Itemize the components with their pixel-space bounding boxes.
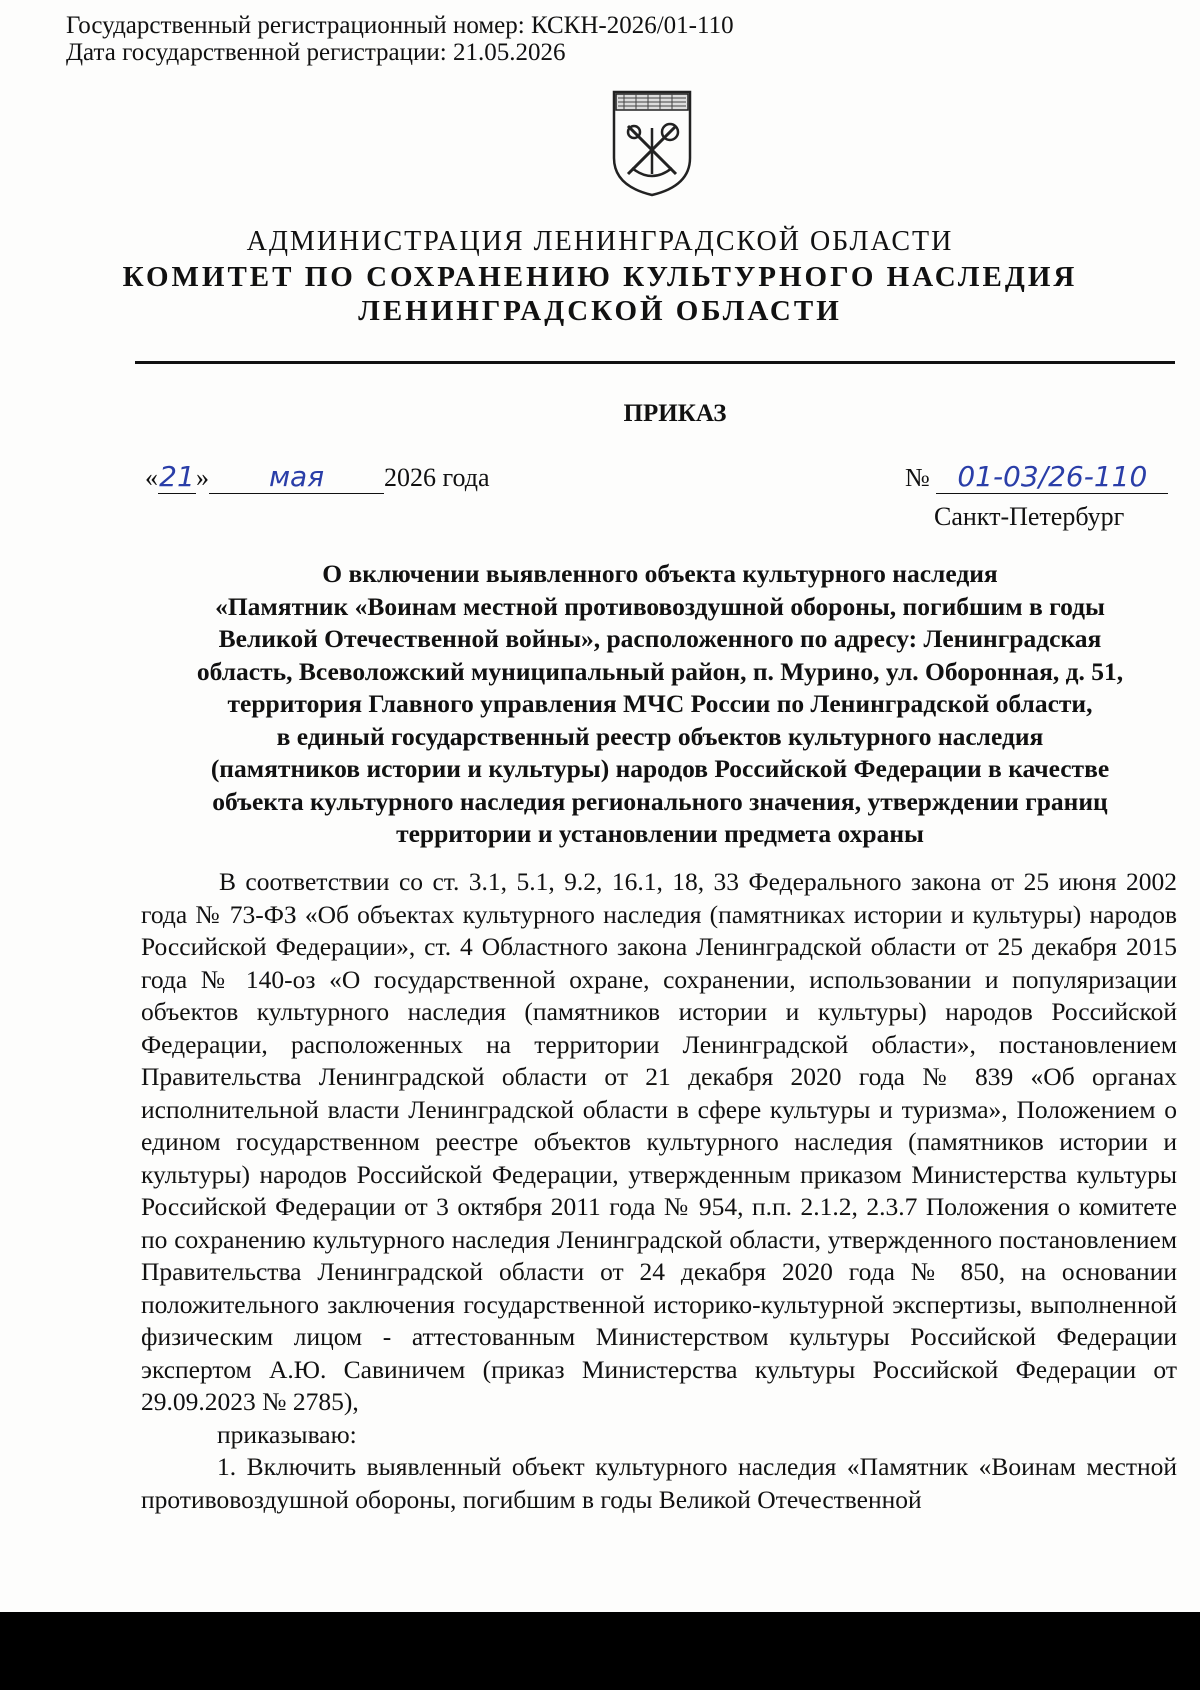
document-type: ПРИКАЗ <box>623 400 727 427</box>
order-date <box>145 460 490 494</box>
registration-date: Дата государственной регистрации: 21.05.2026 <box>66 39 566 66</box>
order-title <box>140 558 1180 851</box>
scan-bottom-edge <box>0 1612 1200 1690</box>
order-body <box>141 866 1177 1516</box>
number-sign: № <box>905 463 930 492</box>
city-name: Санкт-Петербург <box>934 502 1125 531</box>
title-line: объекта культурного наследия регионального значения, утверждении границ <box>212 786 1108 816</box>
preamble-paragraph: В соответствии со ст. 3.1, 5.1, 9.2, 16.1, 18, 33 Федерального закона от 25 июня 2002 года № 73-ФЗ «Об объектах культурного наследия (памятниках истории и культуры) народов Российской Федерации», ст. 4 Областного закона Ленинградской области от 25 декабря 2015 года № 140-оз «О государственной охране, сохранении, использовании и популяризации объектов культурного наследия (памятников истории и культуры) народов Российской Федерации, расположенных на территории Ленинградской области», постановлением Правительства Ленинградской области от 21 декабря 2020 года № 839 «Об органах исполнительной власти Ленинградской области в сфере культуры и туризма», Положением о едином государственном реестре объектов культурного наследия (памятников истории и культуры) народов Российской Федерации, утвержденным приказом Министерства культуры Российской Федерации от 3 октября 2011 года № 954, п.п. 2.1.2, 2.3.7 Положения о комитете по сохранению культурного наследия Ленинградской области, утвержденного постановлением Правительства Ленинградской области от 24 декабря 2020 года № 850, на основании положительного заключения государственной историко-культурной экспертизы, выполненной физическим лицом - аттестованным Министерством культуры Российской Федерации экспертом А.Ю. Савиничем (приказ Министерства культуры Российской Федерации от 29.09.2023 № 2785), <box>141 867 1177 1416</box>
coat-of-arms-icon <box>610 88 694 198</box>
org-name-committee: КОМИТЕТ ПО СОХРАНЕНИЮ КУЛЬТУРНОГО НАСЛЕДИЯ <box>122 261 1078 293</box>
title-line: область, Всеволожский муниципальный район, п. Мурино, ул. Оборонная, д. 51, <box>196 656 1124 686</box>
title-line: (памятников истории и культуры) народов Российской Федерации в качестве <box>210 754 1110 783</box>
header-divider <box>135 361 1175 364</box>
registration-block <box>66 12 734 66</box>
date-close-quote: » <box>196 463 209 492</box>
date-open-quote: « <box>145 463 158 492</box>
title-line: в единый государственный реестр объектов культурного наследия <box>276 721 1044 751</box>
date-month: мая <box>209 460 384 494</box>
date-day: 21 <box>159 460 195 493</box>
registration-number: Государственный регистрационный номер: КСКН-2026/01-110 <box>66 12 734 39</box>
date-year: 2026 года <box>384 463 490 492</box>
org-name-region: ЛЕНИНГРАДСКОЙ ОБЛАСТИ <box>358 295 842 327</box>
title-line: территория Главного управления МЧС России по Ленинградской области, <box>227 689 1093 718</box>
title-line: Великой Отечественной войны», расположенного по адресу: Ленинградская <box>218 624 1102 653</box>
order-item-1: 1. Включить выявленный объект культурного наследия «Памятник «Воинам местной противовоздушной обороны, погибшим в годы Великой Отечественной <box>141 1452 1177 1514</box>
order-number <box>905 460 1168 494</box>
title-line: территории и установлении предмета охраны <box>396 819 924 848</box>
order-word: приказываю: <box>217 1419 357 1449</box>
number-value: 01-03/26-110 <box>936 460 1168 494</box>
org-name-administration: АДМИНИСТРАЦИЯ ЛЕНИНГРАДСКОЙ ОБЛАСТИ <box>246 226 954 257</box>
title-line: «Памятник «Воинам местной противовоздушной обороны, погибшим в годы <box>215 591 1105 621</box>
title-line: О включении выявленного объекта культурного наследия <box>322 559 998 588</box>
